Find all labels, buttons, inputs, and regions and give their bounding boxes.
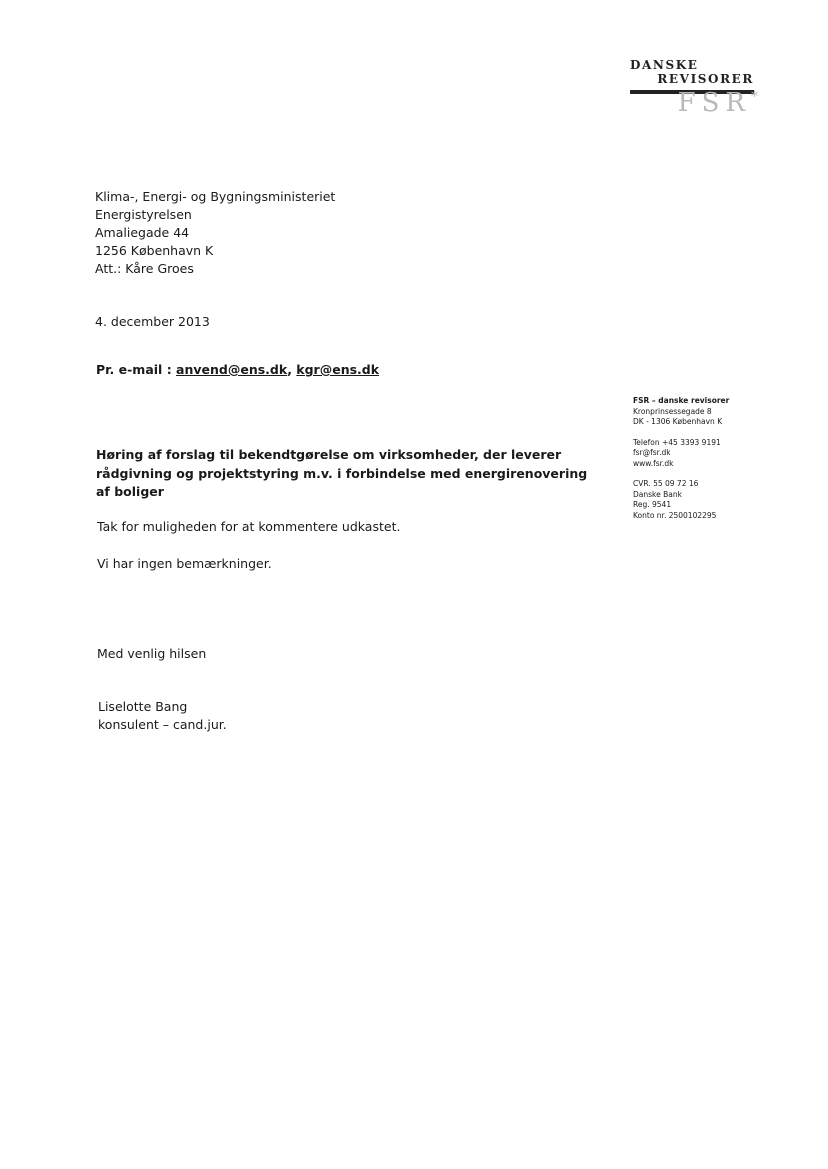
sender-email: fsr@fsr.dk [633,448,671,457]
email-prefix: Pr. e-mail : [96,362,177,377]
sender-gap [633,469,729,479]
sender-web: www.fsr.dk [633,458,674,468]
body-paragraph-thanks: Tak for muligheden for at kommentere udkastet. [97,519,401,534]
recipient-line-city: 1256 København K [95,243,214,258]
email-link-kgr[interactable]: kgr@ens.dk [296,362,380,377]
email-line [96,362,379,377]
sender-city: DK - 1306 København K [633,417,723,426]
signature-block [98,698,227,734]
sender-phone: Telefon +45 3393 9191 [633,437,721,447]
letter-date: 4. december 2013 [95,314,210,329]
recipient-address [95,188,335,278]
fsr-logo [624,56,758,126]
email-link-anvend[interactable]: anvend@ens.dk [176,362,288,377]
recipient-line-agency: Energistyrelsen [95,207,192,222]
sender-cvr: CVR. 55 09 72 16 [633,479,699,488]
logo-star: * [751,89,758,105]
sender-bank: Danske Bank [633,489,682,499]
recipient-line-ministry: Klima-, Energi- og Bygningsministeriet [95,189,336,204]
body-paragraph-no-remarks: Vi har ingen bemærkninger. [97,556,272,571]
logo-mark-text: FSR [677,88,751,118]
sender-org: FSR – danske revisorer [633,396,730,405]
sender-info [633,396,729,521]
signature-name: Liselotte Bang [98,699,188,714]
recipient-line-attention: Att.: Kåre Groes [95,261,194,276]
logo-line-danske: DANSKE [630,58,699,72]
sender-gap [633,428,729,438]
recipient-line-street: Amaliegade 44 [95,225,190,240]
sender-street: Kronprinsessegade 8 [633,406,712,416]
sender-account: Konto nr. 2500102295 [633,510,717,520]
sender-reg: Reg. 9541 [633,500,672,509]
closing-greeting: Med venlig hilsen [97,646,207,661]
letter-subject: Høring af forslag til bekendtgørelse om virksomheder, der leverer rådgivning og projektstyring m.v. i forbindelse med energirenovering af boliger [96,447,588,499]
email-separator: , [287,362,297,377]
logo-mark [678,90,758,116]
signature-title: konsulent – cand.jur. [98,717,227,732]
logo-line-revisorer: REVISORER [657,72,754,86]
